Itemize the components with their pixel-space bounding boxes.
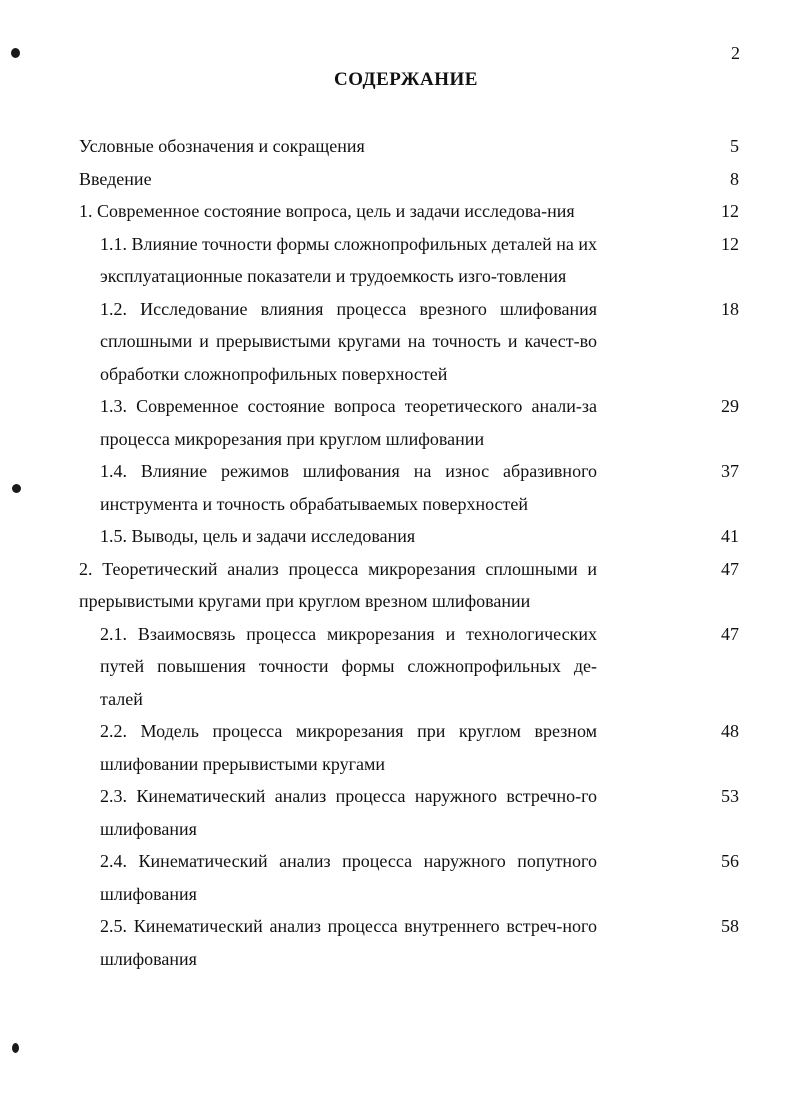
toc-entry <box>0 195 797 228</box>
toc-entry <box>0 553 797 618</box>
toc-entry-page: 29 <box>721 396 739 416</box>
toc-entry-text: 2.4. Кинематический анализ процесса наружного попутного шлифования <box>100 851 597 904</box>
toc-entry <box>0 455 797 520</box>
toc-entry <box>0 618 797 716</box>
toc-entry <box>0 715 797 780</box>
toc-entry <box>0 130 797 163</box>
toc-entry <box>0 390 797 455</box>
toc-entry-page: 8 <box>730 168 739 189</box>
toc-entry <box>0 780 797 845</box>
toc-entry-text: 1.4. Влияние режимов шлифования на износ абразивного инструмента и точность обрабатываемых поверхностей <box>100 461 597 514</box>
toc-entry-page: 12 <box>721 201 739 221</box>
table-of-contents <box>0 130 797 975</box>
toc-entry-text: 2.3. Кинематический анализ процесса наружного встречно-го шлифования <box>100 786 597 839</box>
toc-entry-page: 56 <box>721 851 739 871</box>
punch-hole-mark <box>11 48 20 58</box>
toc-entry-text: 1.1. Влияние точности формы сложнопрофильных деталей на их эксплуатационные показатели и трудоемкость изго-товления <box>100 233 597 286</box>
toc-entry-page: 47 <box>721 558 739 579</box>
toc-entry-text: 2.1. Взаимосвязь процесса микрорезания и технологических путей повышения точности формы сложнопрофильных де-талей <box>100 623 597 709</box>
punch-hole-mark <box>12 1043 19 1053</box>
toc-entry-text: 1.5. Выводы, цель и задачи исследования <box>100 526 416 546</box>
toc-entry <box>0 845 797 910</box>
toc-entry-page: 58 <box>721 916 739 936</box>
toc-entry-text: 2.5. Кинематический анализ процесса внутреннего встреч-ного шлифования <box>100 916 597 969</box>
toc-entry <box>0 910 797 975</box>
toc-entry-text: 1.3. Современное состояние вопроса теоретического анали-за процесса микрорезания при круглом шлифовании <box>100 396 597 449</box>
toc-entry-page: 48 <box>721 721 739 741</box>
toc-entry-page: 37 <box>721 461 739 481</box>
toc-entry-page: 18 <box>721 298 739 319</box>
toc-entry-page: 53 <box>721 786 739 806</box>
toc-entry-page: 47 <box>721 623 739 644</box>
toc-entry <box>0 293 797 391</box>
page-number: 2 <box>731 43 740 63</box>
toc-entry-page: 41 <box>721 526 739 546</box>
toc-entry-text: 1.2. Исследование влияния процесса врезного шлифования сплошными и прерывистыми кругами на точность и качест-во обработки сложнопрофильных поверхностей <box>100 298 597 384</box>
page-title: СОДЕРЖАНИЕ <box>334 69 478 90</box>
toc-entry-page: 5 <box>730 136 739 156</box>
toc-entry-text: 2.2. Модель процесса микрорезания при круглом врезном шлифовании прерывистыми кругами <box>100 721 597 774</box>
toc-entry <box>0 228 797 293</box>
toc-entry-page: 12 <box>721 233 739 254</box>
toc-entry-text: Условные обозначения и сокращения <box>79 136 365 156</box>
toc-entry <box>0 163 797 196</box>
toc-entry <box>0 520 797 553</box>
toc-entry-text: 2. Теоретический анализ процесса микрорезания сплошными и прерывистыми кругами при круглом врезном шлифовании <box>79 558 597 611</box>
toc-entry-text: 1. Современное состояние вопроса, цель и задачи исследова-ния <box>79 201 575 221</box>
toc-entry-text: Введение <box>79 168 152 189</box>
